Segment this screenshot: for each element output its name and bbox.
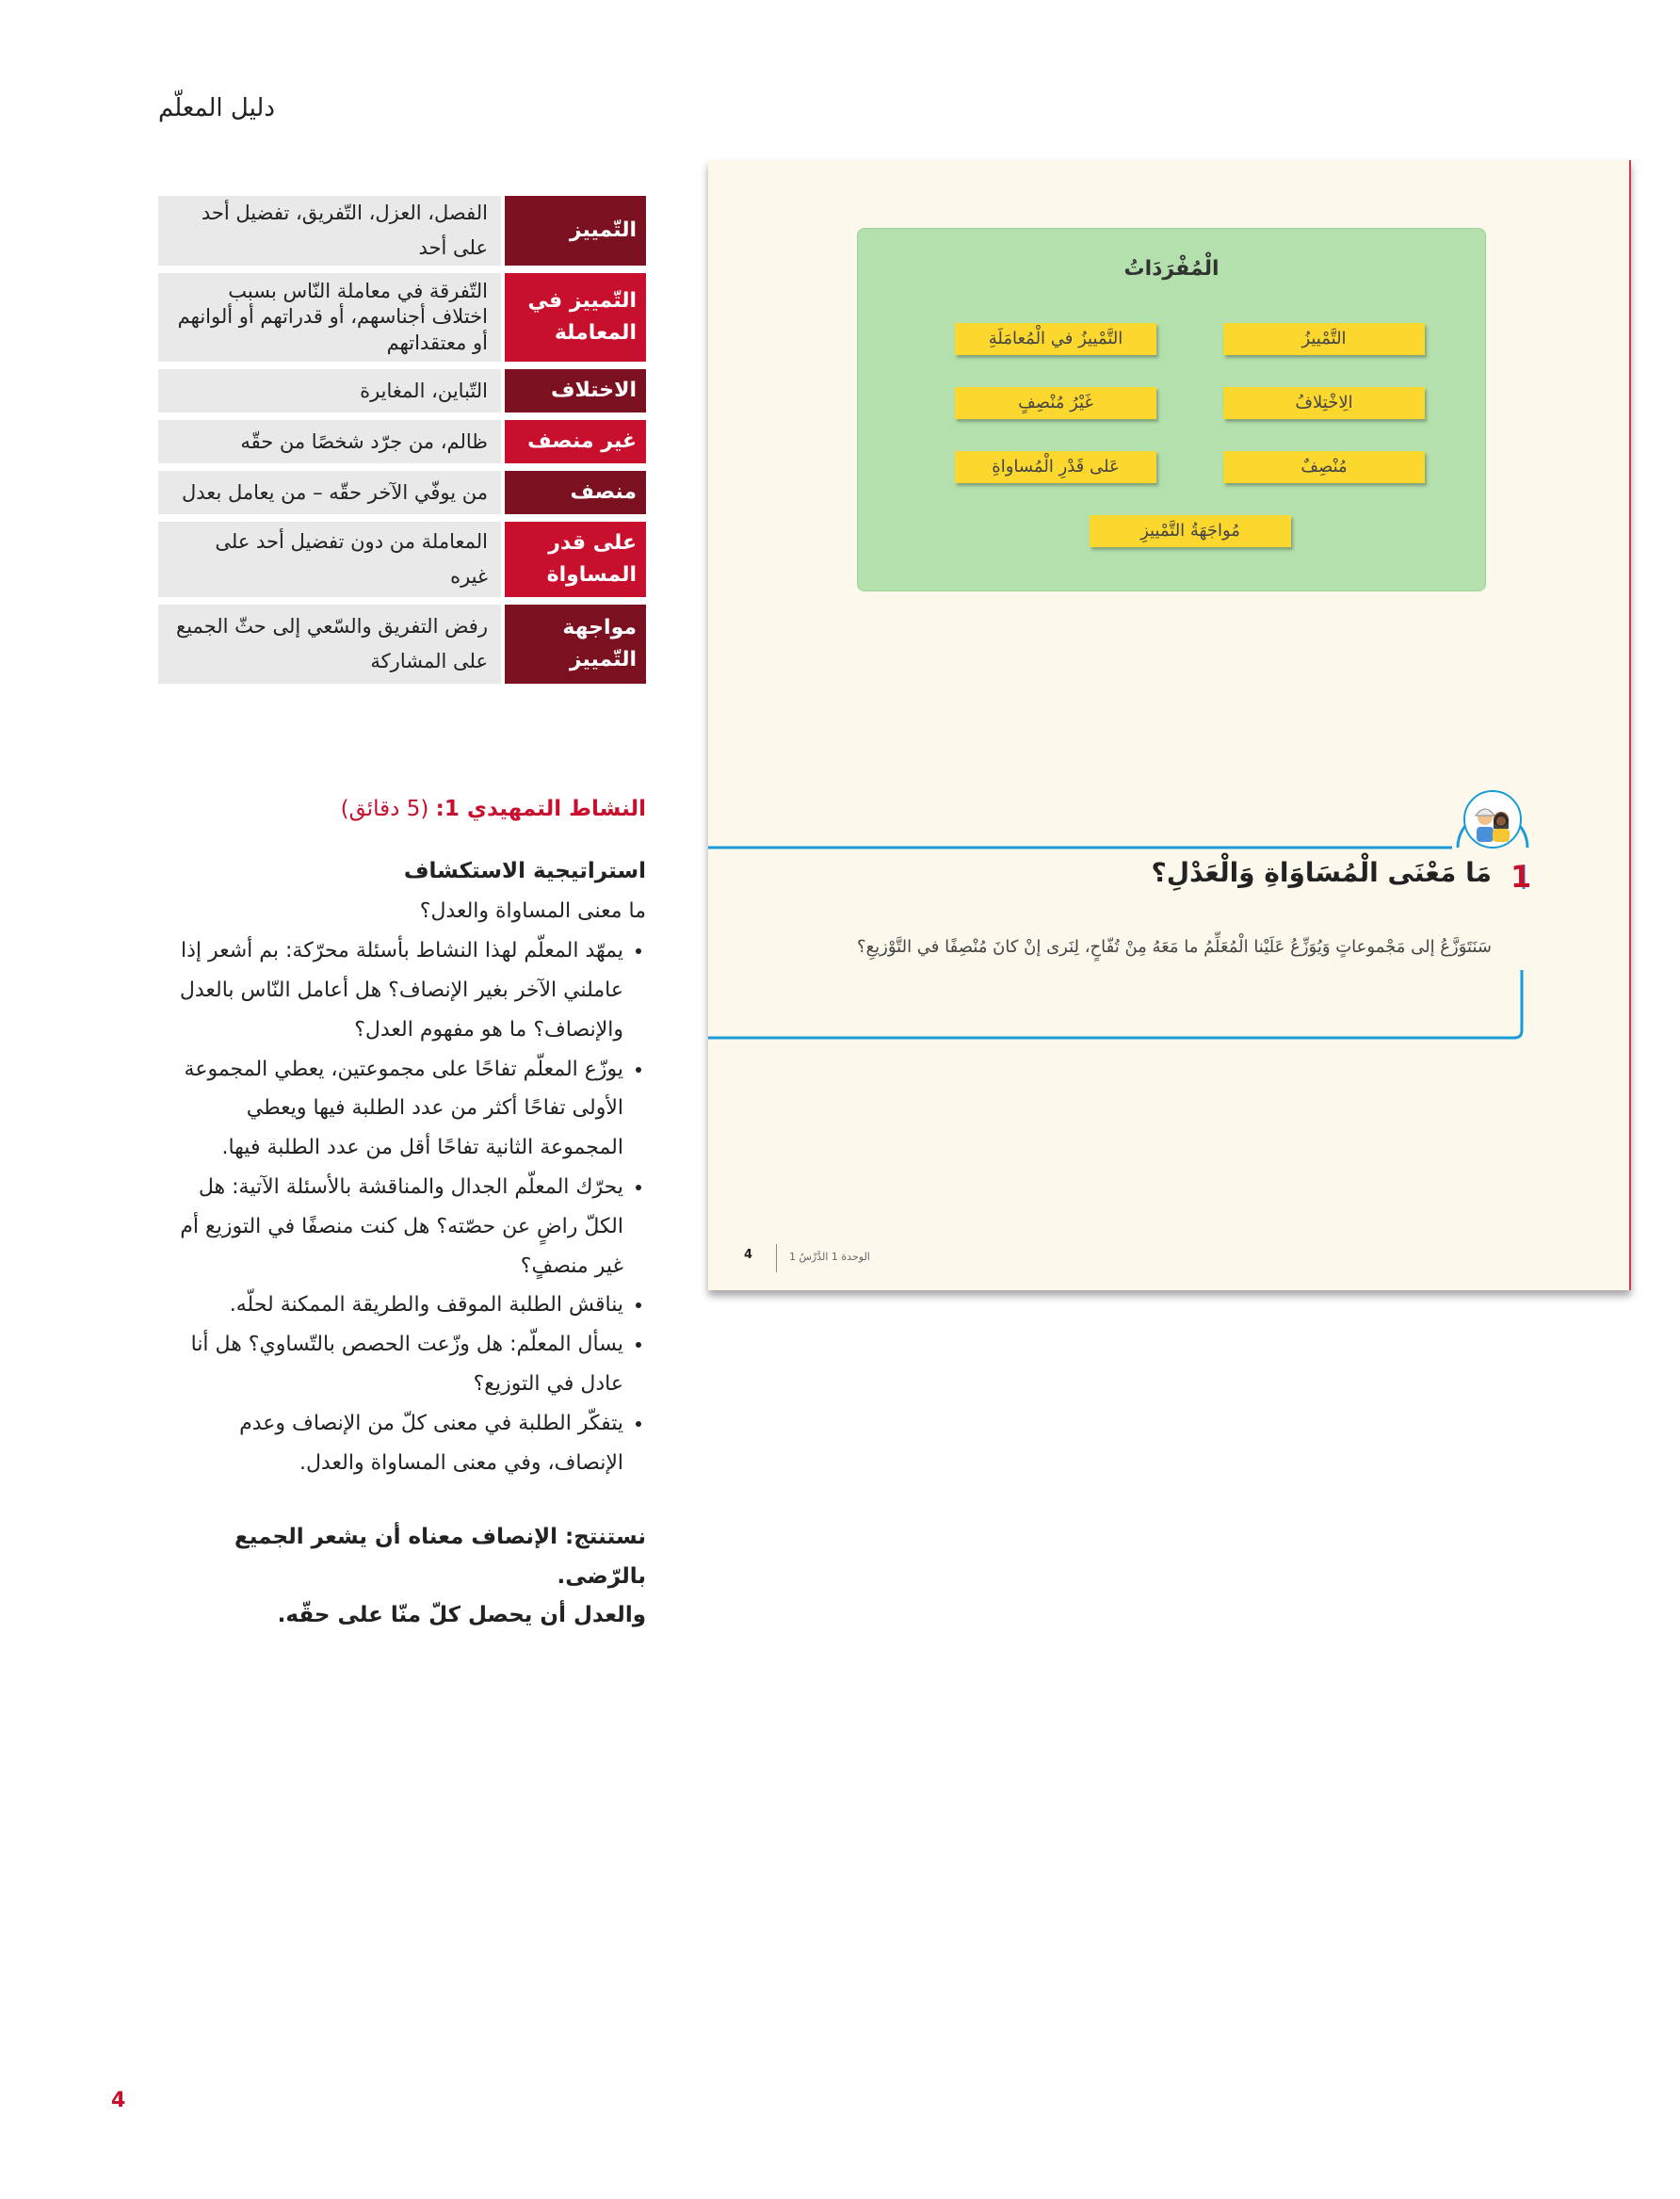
vocab-chip: غَيْرُ مُنْصِفٍ bbox=[955, 387, 1156, 419]
glossary-definition: التّباين، المغايرة bbox=[158, 369, 501, 412]
glossary-table bbox=[158, 196, 646, 691]
footer-divider bbox=[776, 1244, 777, 1272]
glossary-definition: المعاملة من دون تفضيل أحد على غيره bbox=[158, 522, 501, 597]
glossary-row bbox=[158, 420, 646, 463]
student-book-page bbox=[708, 160, 1631, 1290]
lesson-frame bbox=[708, 819, 1539, 1043]
conclusion-line: نستنتج: الإنصاف معناه أن يشعر الجميع بالرّضى. bbox=[234, 1525, 646, 1589]
list-item: • يحرّك المعلّم الجدال والمناقشة بالأسئلة الآتية: هل الكلّ راضٍ عن حصّته؟ هل كنت منصفًا في التوزيع أم غير منصفٍ؟ bbox=[158, 1168, 623, 1285]
conclusion-line: والعدل أن يحصل كلّ منّا على حقّه. bbox=[277, 1603, 646, 1628]
list-item: • يمهّد المعلّم لهذا النشاط بأسئلة محرّكة: بم أشعر إذا عاملني الآخر بغير الإنصاف؟ هل أعامل النّاس بالعدل والإنصاف؟ ما هو مفهوم العدل؟ bbox=[158, 931, 623, 1049]
vocab-chip: مُواجَهَةُ التَّمْييزِ bbox=[1090, 515, 1291, 547]
glossary-definition: ظالم، من جرّد شخصًا من حقّه bbox=[158, 420, 501, 463]
book-page-number: 4 bbox=[744, 1248, 753, 1262]
lesson-instruction: سَنَتَوَزَّعُ إلى مَجْموعاتٍ وَيُوَزِّعُ عَلَيْنا الْمُعَلِّمُ ما مَعَهُ مِنْ تُفّاحٍ، لِنَرى إنْ كانَ مُنْصِفًا في التَّوْزيعِ؟ bbox=[857, 937, 1492, 957]
conclusion bbox=[158, 1518, 646, 1635]
vocab-chip: مُنْصِفٌ bbox=[1223, 451, 1425, 483]
intro-activity-section bbox=[158, 789, 646, 1636]
vocab-chip: عَلى قَدْرِ الْمُساواةِ bbox=[955, 451, 1156, 483]
vocab-chip: الِاخْتِلافُ bbox=[1223, 387, 1425, 419]
strategy-heading: استراتيجية الاستكشاف bbox=[403, 858, 646, 883]
glossary-row bbox=[158, 273, 646, 362]
activity-steps-list bbox=[158, 931, 646, 1482]
list-item: • يتفكّر الطلبة في معنى كلّ من الإنصاف وعدم الإنصاف، وفي معنى المساواة والعدل. bbox=[158, 1404, 623, 1483]
list-item: • يسأل المعلّم: هل وزّعت الحصص بالتّساوي؟ هل أنا عادل في التوزيع؟ bbox=[158, 1325, 623, 1404]
glossary-row bbox=[158, 196, 646, 266]
unit-lesson-label: الوحدة 1 الدَّرْسُ 1 bbox=[789, 1251, 870, 1263]
glossary-term: غير منصف bbox=[505, 420, 646, 463]
glossary-term: منصف bbox=[505, 471, 646, 514]
glossary-term: مواجهة التّمييز bbox=[505, 605, 646, 684]
activity-title bbox=[158, 789, 646, 831]
glossary-row bbox=[158, 522, 646, 597]
glossary-row bbox=[158, 369, 646, 412]
glossary-row bbox=[158, 471, 646, 514]
list-item: • يوزّع المعلّم تفاحًا على مجموعتين، يعطي المجموعة الأولى تفاحًا أكثر من عدد الطلبة فيها ويعطي المجموعة الثانية تفاحًا أقل من عدد الطلبة فيها. bbox=[158, 1050, 623, 1168]
list-item: • يناقش الطلبة الموقف والطريقة الممكنة لحلّه. bbox=[158, 1285, 623, 1325]
glossary-term: التّمييز في المعاملة bbox=[505, 273, 646, 362]
glossary-term: التّمييز bbox=[505, 196, 646, 266]
glossary-term: الاختلاف bbox=[505, 369, 646, 412]
activity-duration: (5 دقائق) bbox=[340, 797, 429, 821]
students-icon bbox=[1456, 782, 1529, 855]
book-footer bbox=[727, 1244, 915, 1272]
glossary-definition: من يوفّي الآخر حقّه – من يعامل بعدل bbox=[158, 471, 501, 514]
guide-title: دليل المعلّم bbox=[158, 94, 275, 122]
guiding-question: ما معنى المساواة والعدل؟ bbox=[419, 899, 646, 924]
lesson-title: مَا مَعْنَى الْمُسَاوَاةِ وَالْعَدْلِ؟ bbox=[1151, 857, 1492, 888]
vocab-chip: التَّمْييزُ في الْمُعامَلَةِ bbox=[955, 323, 1156, 355]
glossary-term: على قدر المساواة bbox=[505, 522, 646, 597]
glossary-definition: الفصل، العزل، التّفريق، تفضيل أحد على أحد bbox=[158, 196, 501, 266]
glossary-definition: التّفرقة في معاملة النّاس بسبب اختلاف أجناسهم، أو قدراتهم أو ألوانهم أو معتقداتهم bbox=[158, 273, 501, 362]
page-number: 4 bbox=[111, 2089, 126, 2112]
glossary-row bbox=[158, 605, 646, 684]
vocabulary-title: الْمُفْرَدَاتُ bbox=[1123, 257, 1220, 281]
activity-title-label: النشاط التمهيدي 1: bbox=[435, 797, 646, 821]
vocabulary-box bbox=[857, 228, 1486, 591]
lesson-number: 1 bbox=[1510, 859, 1532, 895]
glossary-definition: رفض التفريق والسّعي إلى حثّ الجميع على المشاركة bbox=[158, 605, 501, 684]
vocab-chip: التَّمْييزُ bbox=[1223, 323, 1425, 355]
